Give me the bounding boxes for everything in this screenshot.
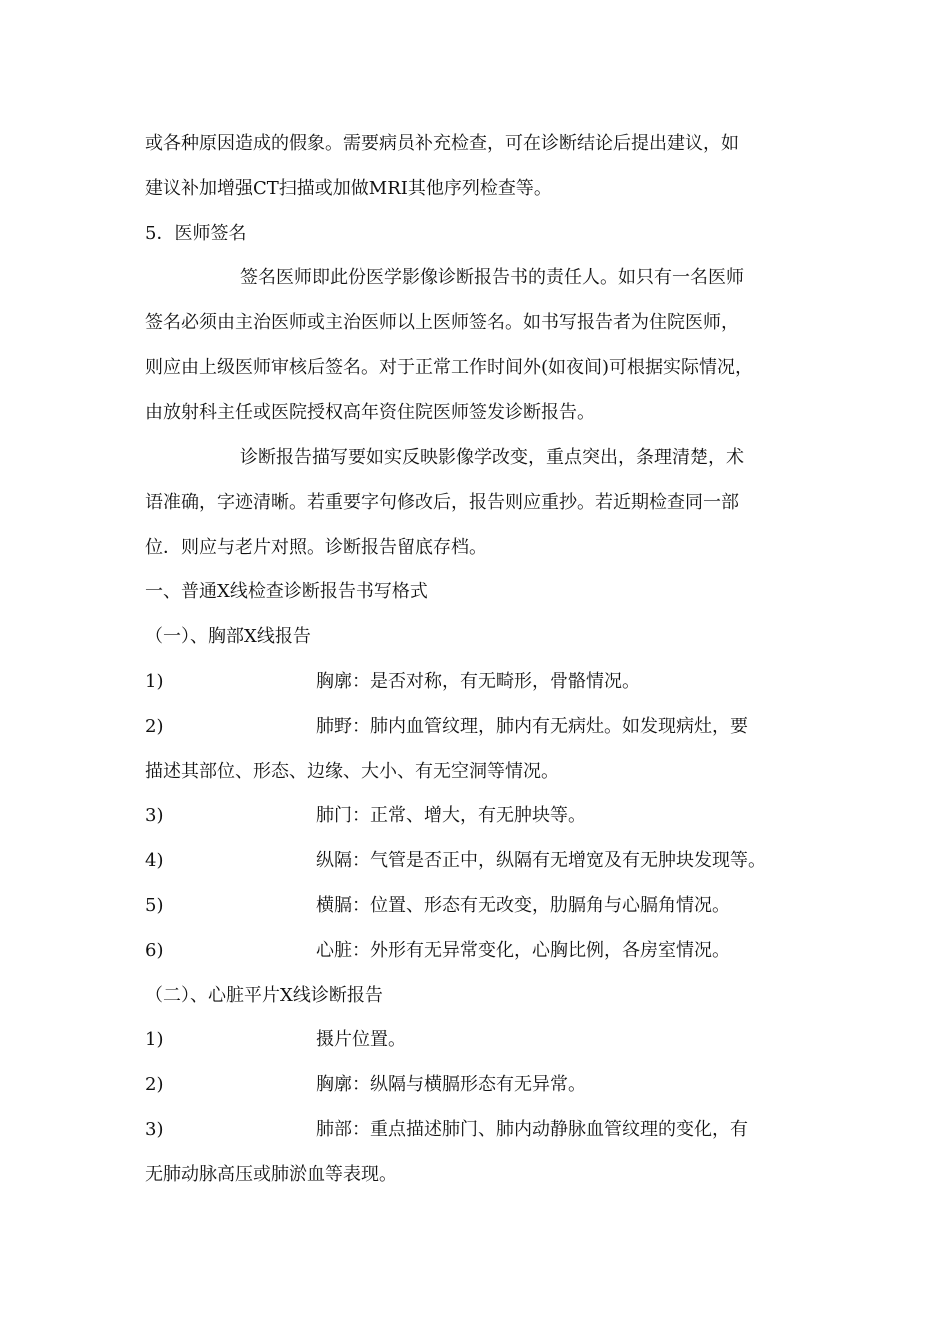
chest-item-2-text: 肺野：肺内血管纹理，肺内有无病灶。如发现病灶，要 xyxy=(316,716,748,737)
chest-item-1-text: 胸廓：是否对称，有无畸形，骨骼情况。 xyxy=(316,671,640,692)
chest-report-heading: （一）、胸部X线报告 xyxy=(145,626,311,647)
chest-item-2-number: 2) xyxy=(145,716,164,737)
intro-line-2: 建议补加增强CT扫描或加做MRI其他序列检查等。 xyxy=(145,178,552,199)
chest-item-5-text: 横膈：位置、形态有无改变，肋膈角与心膈角情况。 xyxy=(316,895,730,916)
heart-item-2-text: 胸廓：纵隔与横膈形态有无异常。 xyxy=(316,1074,586,1095)
heart-item-1-number: 1) xyxy=(145,1029,164,1050)
heart-report-heading: （二）、心脏平片X线诊断报告 xyxy=(145,985,383,1006)
heart-item-3-text: 肺部：重点描述肺门、肺内动静脉血管纹理的变化，有 xyxy=(316,1119,748,1140)
signature-paragraph-1-line-4: 由放射科主任或医院授权高年资住院医师签发诊断报告。 xyxy=(145,402,595,423)
chest-item-6-number: 6) xyxy=(145,940,164,961)
signature-paragraph-1-line-2: 签名必须由主治医师或主治医师以上医师签名。如书写报告者为住院医师， xyxy=(145,312,739,333)
chest-item-4-number: 4) xyxy=(145,850,164,871)
heart-item-2-number: 2) xyxy=(145,1074,164,1095)
signature-heading: 5．医师签名 xyxy=(145,223,247,244)
heart-item-3-number: 3) xyxy=(145,1119,164,1140)
chest-item-3-number: 3) xyxy=(145,805,164,826)
signature-paragraph-2-line-2: 语准确，字迹清晰。若重要字句修改后，报告则应重抄。若近期检查同一部 xyxy=(145,492,739,513)
signature-paragraph-1-line-1: 签名医师即此份医学影像诊断报告书的责任人。如只有一名医师 xyxy=(240,267,744,288)
heart-item-3-continuation: 无肺动脉高压或肺淤血等表现。 xyxy=(145,1164,397,1185)
chest-item-4-text: 纵隔：气管是否正中，纵隔有无增宽及有无肿块发现等。 xyxy=(316,850,766,871)
section-1-heading: 一、普通X线检查诊断报告书写格式 xyxy=(145,581,428,602)
chest-item-3-text: 肺门：正常、增大，有无肿块等。 xyxy=(316,805,586,826)
chest-item-2-continuation: 描述其部位、形态、边缘、大小、有无空洞等情况。 xyxy=(145,761,559,782)
signature-paragraph-2-line-3: 位．则应与老片对照。诊断报告留底存档。 xyxy=(145,537,487,558)
signature-paragraph-1-line-3: 则应由上级医师审核后签名。对于正常工作时间外(如夜间)可根据实际情况， xyxy=(145,357,754,378)
chest-item-5-number: 5) xyxy=(145,895,164,916)
intro-line-1: 或各种原因造成的假象。需要病员补充检查，可在诊断结论后提出建议，如 xyxy=(145,133,739,154)
chest-item-6-text: 心脏：外形有无异常变化，心胸比例，各房室情况。 xyxy=(316,940,730,961)
signature-paragraph-2-line-1: 诊断报告描写要如实反映影像学改变，重点突出，条理清楚，术 xyxy=(240,447,744,468)
chest-item-1-number: 1) xyxy=(145,671,164,692)
heart-item-1-text: 摄片位置。 xyxy=(316,1029,406,1050)
